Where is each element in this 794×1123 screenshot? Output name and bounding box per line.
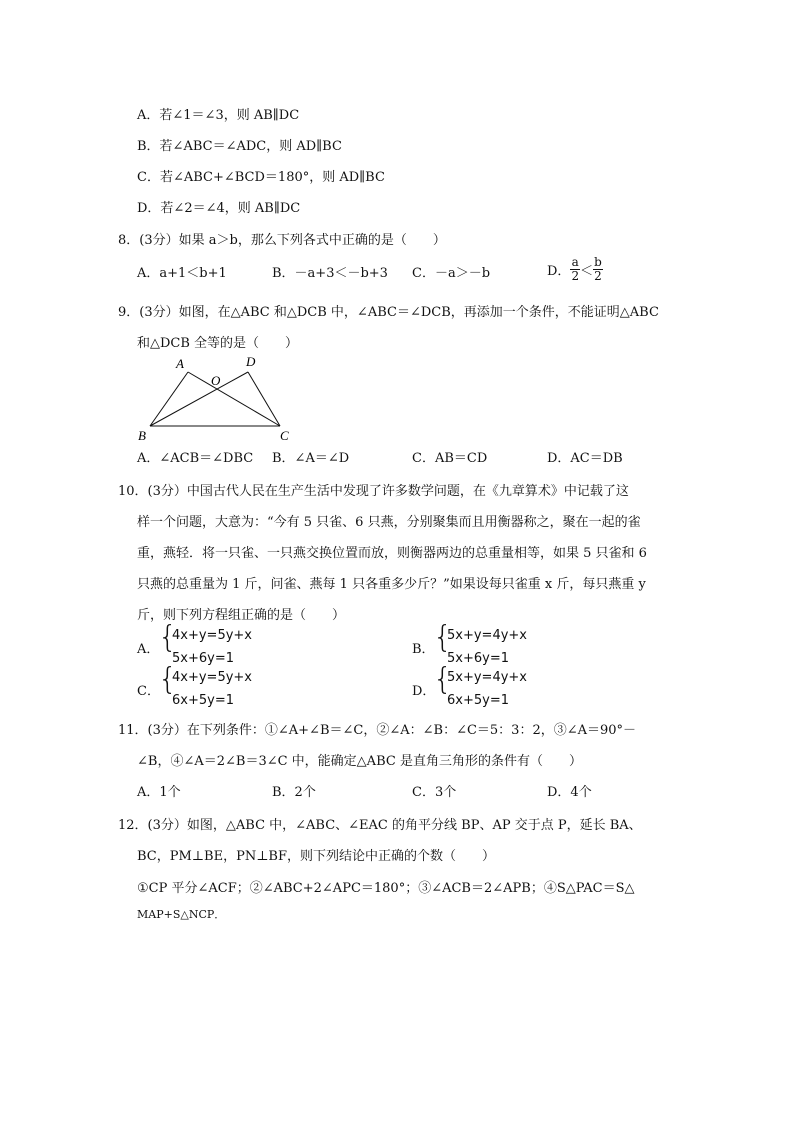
- q8-option-b: B．－a+3＜－b+3: [272, 266, 388, 281]
- fraction-b-over-2: $\frac{b}{2}$: [594, 255, 602, 283]
- q7-option-b: B．若∠ABC＝∠ADC，则 AD∥BC: [137, 139, 342, 154]
- q10-option-c-eq2: 6x+5y=1: [172, 693, 234, 708]
- q9-stem-line1: 9．(3分）如图，在△ABC 和△DCB 中，∠ABC＝∠DCB，再添加一个条件，不能证明△ABC: [118, 305, 659, 320]
- label-d: D: [246, 354, 256, 369]
- q11-option-c: C．3个: [412, 785, 457, 800]
- q10-option-b-eq1: 5x+y=4y+x: [447, 628, 527, 643]
- q11-option-a: A．1个: [137, 785, 181, 800]
- label-a: A: [176, 356, 184, 371]
- q10-line5: 斤，则下列方程组正确的是（ ）: [137, 608, 346, 623]
- brace-icon: {: [433, 662, 453, 697]
- q10-line2: 样一个问题，大意为：“今有 5 只雀、6 只燕，分别聚集而且用衡器称之，聚在一起的雀: [137, 515, 641, 530]
- q9-option-d: D．AC＝DB: [547, 451, 623, 466]
- q10-line3: 重，燕轻．将一只雀、一只燕交换位置而放，则衡器两边的总重量相等，如果 5 只雀和 6: [137, 546, 647, 561]
- q12-line3: ①CP 平分∠ACF；②∠ABC+2∠APC＝180°；③∠ACB＝2∠APB；④S△PAC＝S△: [137, 881, 635, 896]
- q9-option-c: C．AB＝CD: [412, 451, 488, 466]
- fraction-a-over-2: $\frac{a}{2}$: [571, 255, 580, 283]
- q10-option-a-label: A．: [137, 642, 160, 657]
- q7-option-d: D．若∠2＝∠4，则 AB∥DC: [137, 201, 301, 216]
- label-b: B: [138, 428, 146, 443]
- q10-option-c-eq1: 4x+y=5y+x: [172, 670, 252, 685]
- q8-option-c: C．－a＞－b: [412, 266, 491, 281]
- q10-option-b-eq2: 5x+6y=1: [447, 651, 509, 666]
- q12-line4: MAP+S△NCP．: [137, 908, 226, 921]
- q11-option-b: B．2个: [272, 785, 316, 800]
- brace-icon: {: [433, 620, 453, 655]
- q7-option-a: A．若∠1＝∠3，则 AB∥DC: [137, 108, 300, 123]
- q10-option-a-eq2: 5x+6y=1: [172, 651, 234, 666]
- q10-option-b-label: B．: [412, 642, 435, 657]
- q10-line1: 10．(3分）中国古代人民在生产生活中发现了许多数学问题，在《九章算术》中记载了这: [118, 484, 629, 499]
- q8-option-d: D． $\frac{a}{2}$ ＜ $\frac{b}{2}$: [547, 255, 602, 283]
- q8-stem: 8．(3分）如果 a＞b，那么下列各式中正确的是（ ）: [118, 233, 446, 248]
- q8-option-a: A．a+1＜b+1: [137, 266, 227, 281]
- q12-line2: BC，PM⊥BE，PN⊥BF，则下列结论中正确的个数（ ）: [137, 849, 495, 864]
- triangle-figure: [130, 350, 300, 446]
- q11-line1: 11．(3分）在下列条件：①∠A+∠B＝∠C，②∠A：∠B：∠C＝5：3：2，③∠A＝90°－: [118, 723, 637, 738]
- q10-option-c-label: C．: [137, 684, 160, 699]
- brace-icon: {: [158, 662, 178, 697]
- q9-option-b: B．∠A＝∠D: [272, 451, 350, 466]
- q12-line1: 12．(3分）如图，△ABC 中，∠ABC、∠EAC 的角平分线 BP、AP 交于点 P，延长 BA、: [118, 818, 642, 833]
- q10-line4: 只燕的总重量为 1 斤，问雀、燕每 1 只各重多少斤？”如果设每只雀重 x 斤，每只燕重 y: [137, 577, 646, 592]
- q10-option-a-eq1: 4x+y=5y+x: [172, 628, 252, 643]
- label-c: C: [280, 428, 289, 443]
- brace-icon: {: [158, 620, 178, 655]
- q10-option-d-eq2: 6x+5y=1: [447, 693, 509, 708]
- q11-line2: ∠B，④∠A＝2∠B＝3∠C 中，能确定△ABC 是直角三角形的条件有（ ）: [137, 754, 582, 769]
- q7-option-c: C．若∠ABC+∠BCD＝180°，则 AD∥BC: [137, 170, 385, 185]
- q9-option-a: A．∠ACB＝∠DBC: [137, 451, 254, 466]
- q10-option-d-eq1: 5x+y=4y+x: [447, 670, 527, 685]
- q10-option-d-label: D．: [412, 684, 436, 699]
- label-o: O: [211, 373, 221, 388]
- q9-stem-line2: 和△DCB 全等的是（ ）: [137, 336, 299, 351]
- q11-option-d: D．4个: [547, 785, 592, 800]
